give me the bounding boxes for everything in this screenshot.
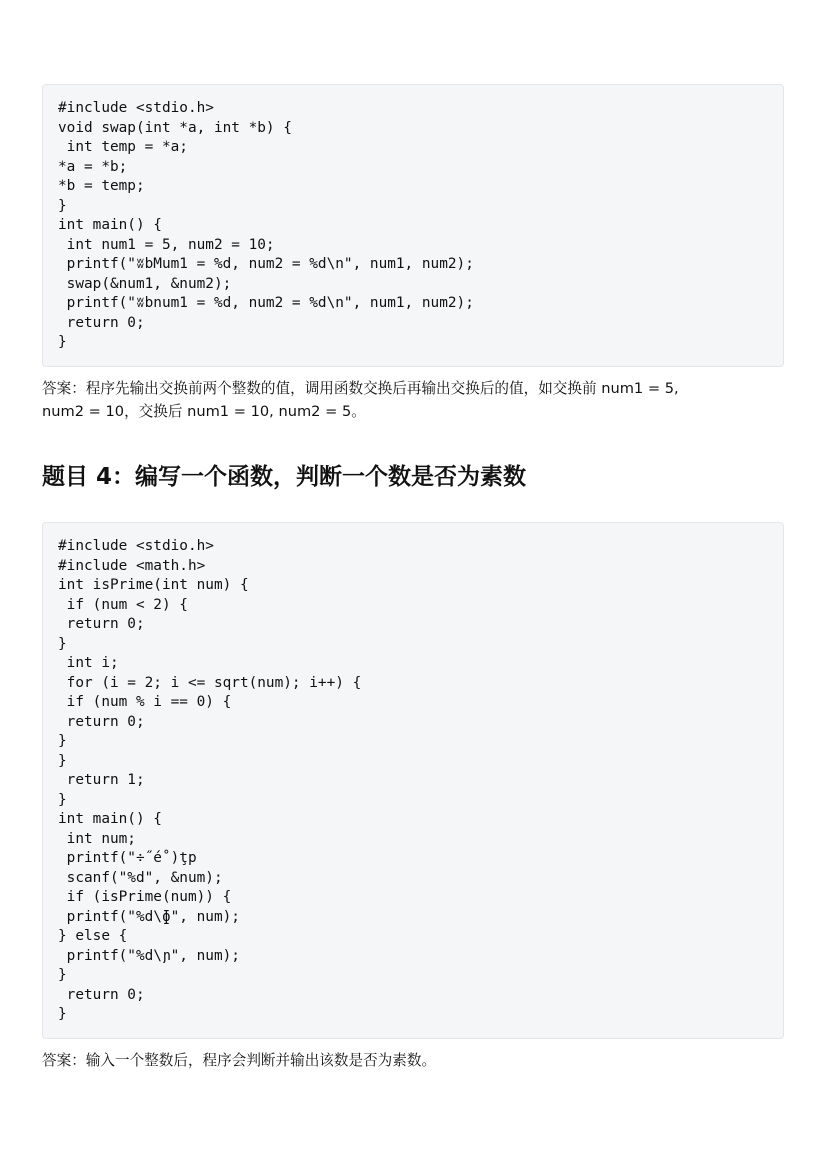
code-line: if (num < 2) { bbox=[58, 596, 188, 613]
code-line: #include <stdio.h> bbox=[58, 100, 214, 116]
code-line: printf("%d\ɸ", num); bbox=[58, 908, 240, 925]
code-line: int num1 = 5, num2 = 10; bbox=[58, 236, 275, 253]
code-line: return 0; bbox=[58, 713, 145, 730]
code-line: *a = *b; bbox=[58, 158, 128, 175]
code-line: return 1; bbox=[58, 772, 145, 788]
answer-line: num2 = 10，交换后 num1 = 10, num2 = 5。 bbox=[42, 403, 366, 420]
code-line: int main() { bbox=[58, 217, 162, 233]
code-line: printf("ʬbMum1 = %d, num2 = %d\n", num1, num2); bbox=[58, 256, 474, 272]
code-line: #include <stdio.h> bbox=[58, 538, 214, 554]
code-line: int num; bbox=[58, 830, 136, 847]
code-line: printf("ʬbnum1 = %d, num2 = %d\n", num1, num2); bbox=[58, 295, 474, 311]
code-line: scanf("%d", &num); bbox=[58, 869, 223, 886]
code-line: if (isPrime(num)) { bbox=[58, 889, 232, 905]
code-line: } else { bbox=[58, 928, 128, 944]
code-line: return 0; bbox=[58, 314, 145, 331]
code-line: return 0; bbox=[58, 986, 145, 1003]
answer-line: 答案：程序先输出交换前两个整数的值，调用函数交换后再输出交换后的值，如交换前 num1 = 5, bbox=[42, 380, 679, 397]
answer-paragraph-2: 答案：输入一个整数后，程序会判断并输出该数是否为素数。 bbox=[42, 1052, 437, 1069]
answer-paragraph-1 bbox=[42, 377, 784, 423]
code-line: } bbox=[58, 197, 67, 214]
code-line: } bbox=[58, 967, 67, 983]
code-line: void swap(int *a, int *b) { bbox=[58, 119, 292, 136]
code-line: } bbox=[58, 752, 67, 769]
code-line: int i; bbox=[58, 655, 119, 671]
code-line: #include <math.h> bbox=[58, 557, 206, 574]
code-line: } bbox=[58, 791, 67, 808]
code-block-swap bbox=[42, 84, 784, 367]
code-line: swap(&num1, &num2); bbox=[58, 275, 232, 292]
code-line: printf("%d\ɲ", num); bbox=[58, 947, 240, 964]
code-line: return 0; bbox=[58, 616, 145, 632]
code-line: int temp = *a; bbox=[58, 139, 188, 155]
code-line: } bbox=[58, 733, 67, 749]
code-line: *b = temp; bbox=[58, 178, 145, 194]
code-line: } bbox=[58, 334, 67, 350]
code-block-isprime bbox=[42, 522, 784, 1039]
code-line: int main() { bbox=[58, 811, 162, 827]
code-line: } bbox=[58, 635, 67, 652]
code-line: int isPrime(int num) { bbox=[58, 577, 249, 593]
code-line: } bbox=[58, 1006, 67, 1022]
code-line: for (i = 2; i <= sqrt(num); i++) { bbox=[58, 674, 362, 691]
code-line: printf("÷˝é˚)ţp bbox=[58, 850, 197, 866]
code-line: if (num % i == 0) { bbox=[58, 694, 232, 710]
section-heading: 题目 4：编写一个函数，判断一个数是否为素数 bbox=[42, 464, 527, 490]
